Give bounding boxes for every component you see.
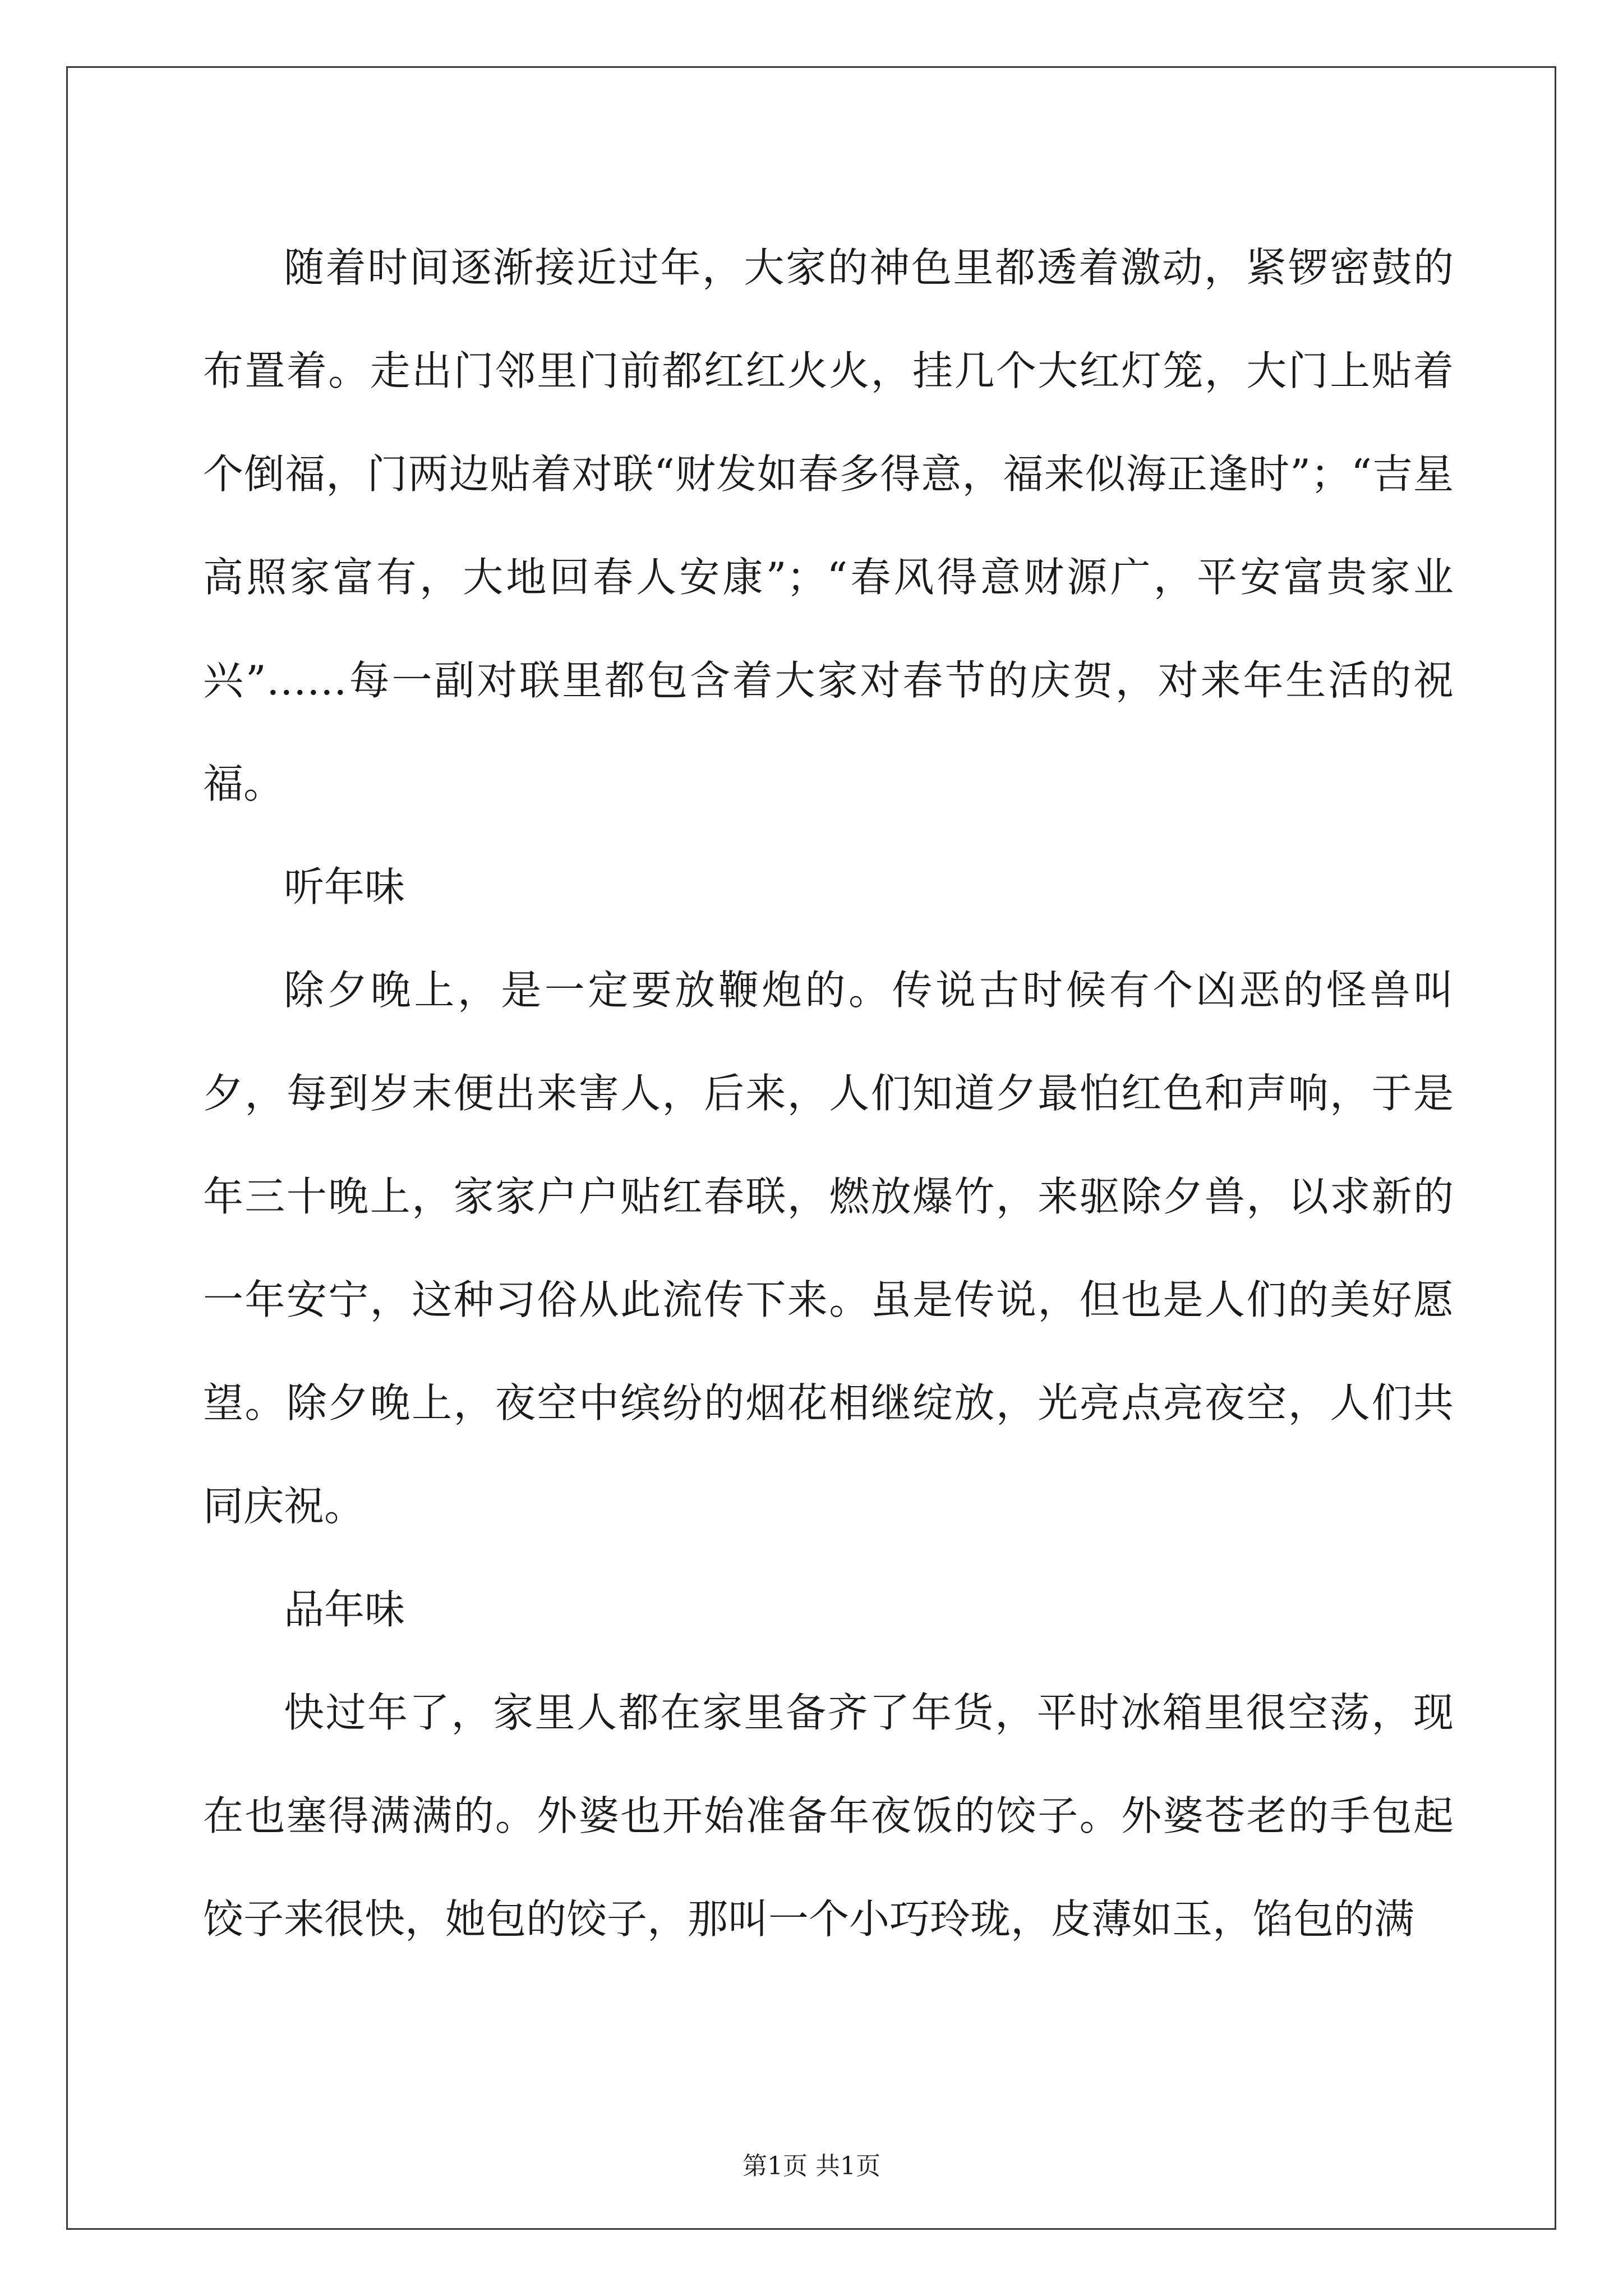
- document-body: [203, 216, 1454, 1971]
- page-footer: 第1页 共1页: [743, 2152, 880, 2180]
- paragraph-firecrackers: 除夕晚上，是一定要放鞭炮的。传说古时候有个凶恶的怪兽叫夕，每到岁末便出来害人，后来，人们知道夕最怕红色和声响，于是年三十晚上，家家户户贴红春联，燃放爆竹，来驱除夕兽，以求新的一年安宁，这种习俗从此流传下来。虽是传说，但也是人们的美好愿望。除夕晚上，夜空中缤纷的烟花相继绽放，光亮点亮夜空，人们共同庆祝。: [203, 967, 1454, 1530]
- section-heading-listen: 听年味: [284, 863, 405, 910]
- paragraph-decorations: 随着时间逐渐接近过年，大家的神色里都透着激动，紧锣密鼓的布置着。走出门邻里门前都红红火火，挂几个大红灯笼，大门上贴着个倒福，门两边贴着对联“财发如春多得意，福来似海正逢时”；“吉星高照家富有，大地回春人安康”；“春风得意财源广，平安富贵家业兴”……每一副对联里都包含着大家对春节的庆贺，对来年生活的祝福。: [203, 244, 1454, 807]
- section-heading-taste: 品年味: [284, 1586, 405, 1633]
- paragraph-dumplings: 快过年了，家里人都在家里备齐了年货，平时冰箱里很空荡，现在也塞得满满的。外婆也开始准备年夜饭的饺子。外婆苍老的手包起饺子来很快，她包的饺子，那叫一个小巧玲珑，皮薄如玉，馅包的满: [203, 1689, 1454, 1943]
